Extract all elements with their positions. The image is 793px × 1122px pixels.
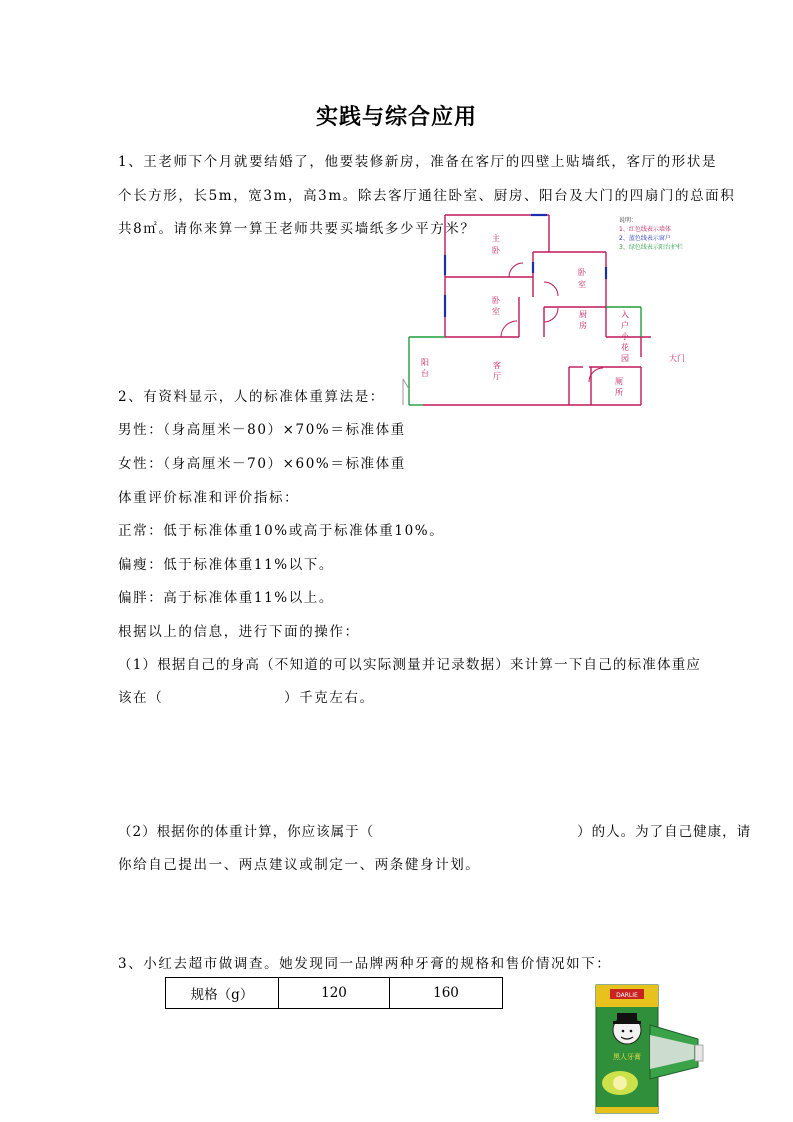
page-title: 实践与综合应用 (315, 104, 477, 130)
q2-female-formula: 女性：（身高厘米－70）×60%＝标准体重 (118, 456, 406, 472)
toothpaste-spec-table (165, 977, 503, 1009)
room-kitchen-1: 厨 (579, 310, 587, 319)
brand-label: DARLIE (616, 992, 638, 999)
room-bathroom-1: 厕 (615, 377, 623, 386)
q1-line-1: 1、王老师下个月就要结婚了，他要装修新房，准备在客厅的四壁上贴墙纸，客厅的形状是 (118, 154, 718, 170)
floor-plan-diagram (401, 207, 711, 407)
room-entrance-3: 小 (621, 332, 629, 341)
table-header-cell: 规格（g） (166, 978, 279, 1009)
room-master-1: 主 (492, 234, 500, 243)
q2-sub1-line-2: 该在（ ）千克左右。 (118, 690, 375, 706)
legend-rail: 3、绿色线表示阳台护栏 (619, 244, 683, 251)
table-row (166, 978, 503, 1009)
room-master-2: 卧 (492, 246, 500, 255)
q2-thin: 偏瘦：低于标准体重11%以下。 (118, 557, 335, 573)
toothpaste-image (590, 975, 705, 1115)
door-arcs (501, 263, 603, 382)
room-living-2: 厅 (493, 372, 501, 381)
legend-wall: 1、红色线表示墙体 (619, 226, 671, 233)
brand-cn-label: 黑人牙膏 (613, 1053, 641, 1061)
legend-window: 2、蓝色线表示窗户 (619, 235, 671, 242)
room-bedroom-1: 卧 (578, 268, 586, 277)
room-living-1: 客 (493, 361, 501, 370)
room-entrance-4: 花 (621, 343, 629, 352)
floor-plan-legend (619, 216, 683, 251)
q2-normal: 正常：低于标准体重10%或高于标准体重10%。 (118, 523, 445, 539)
room-entrance-2: 户 (621, 321, 629, 330)
q2-sub2-line-2: 你给自己提出一、两点建议或制定一、两条健身计划。 (118, 857, 481, 873)
label-gate: 大门 (669, 354, 685, 363)
table-cell-120: 120 (279, 978, 390, 1009)
room-balcony-2: 台 (421, 369, 429, 378)
window-lines (445, 215, 606, 317)
q2-criteria-title: 体重评价标准和评价指标： (118, 490, 300, 506)
q2-instruction: 根据以上的信息，进行下面的操作： (118, 624, 360, 640)
q2-sub1-line-1: （1）根据自己的身高（不知道的可以实际测量并记录数据）来计算一下自己的标准体重应 (118, 657, 702, 673)
room-entrance-5: 园 (621, 354, 629, 363)
q1-line-3: 共8㎡。请你来算一算王老师共要买墙纸多少平方米？ (118, 221, 476, 237)
room-balcony-1: 阳 (421, 358, 429, 367)
table-cell-160: 160 (390, 978, 503, 1009)
room-entrance-1: 入 (621, 310, 629, 319)
room-bedroom-2: 室 (578, 280, 586, 289)
q1-line-2: 个长方形，长5m，宽3m，高3m。除去客厅通往卧室、厨房、阳台及大门的四扇门的总面积 (118, 188, 736, 204)
room-study-1: 卧 (492, 296, 500, 305)
q3-intro: 3、小红去超市做调查。她发现同一品牌两种牙膏的规格和售价情况如下： (118, 956, 612, 972)
q2-sub2-line-1: （2）根据你的体重计算，你应该属于（ ）的人。为了自己健康，请 (118, 824, 752, 840)
room-study-2: 室 (492, 307, 500, 316)
q2-intro: 2、有资料显示，人的标准体重算法是： (118, 389, 385, 405)
room-bathroom-2: 所 (615, 388, 623, 397)
room-kitchen-2: 房 (579, 321, 587, 330)
q2-male-formula: 男性：（身高厘米－80）×70%＝标准体重 (118, 422, 406, 438)
q2-fat: 偏胖：高于标准体重11%以上。 (118, 590, 335, 606)
legend-title: 说明： (619, 217, 638, 224)
